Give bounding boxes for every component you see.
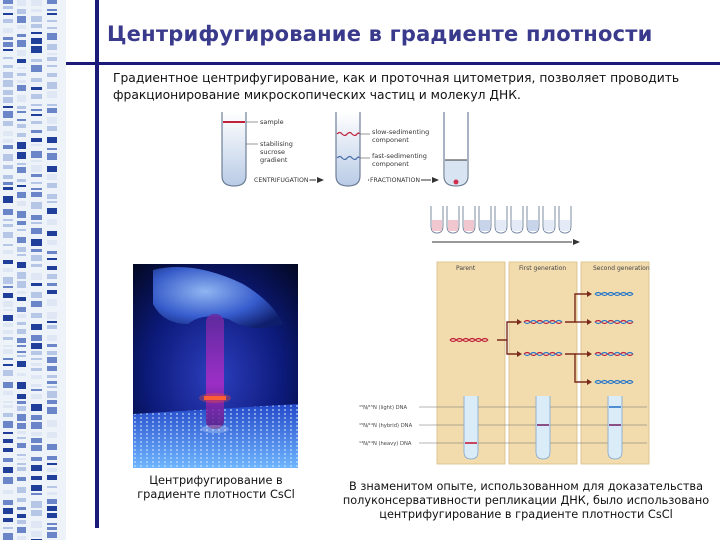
page-title: Центрифугирование в градиенте плотности [107,22,653,46]
legend-heavy: ¹⁴N/¹⁴N (heavy) DNA [359,441,412,447]
label-slow-2: component [372,136,409,144]
fractionation-diagram [218,108,583,250]
intro-text: Градиентное центрифугирование, как и проточная цитометрия, позволяет проводить фракционирование микроскопических частиц и молекул ДНК. [113,71,680,102]
label-fast-2: component [372,160,409,168]
legend-hybrid: ¹⁵N/¹⁴N (hybrid) DNA [359,423,413,429]
label-gradient: gradient [260,156,288,164]
label-fast-1: fast-sedimenting [372,152,427,160]
label-stabilising: stabilising [260,140,293,148]
label-sample: sample [260,118,284,126]
vertical-rule [95,0,99,528]
title-underline [66,62,720,65]
label-centrifugation: CENTRIFUGATION [254,177,309,184]
label-sucrose: sucrose [260,148,285,156]
cscl-tube-photo [133,264,298,468]
label-fractionation: FRACTIONATION [370,177,421,184]
meselson-stahl-diagram [357,259,652,467]
label-slow-1: slow-sedimenting [372,128,430,136]
column-second-generation: Second generation [593,265,650,272]
column-parent: Parent [456,265,476,272]
photo-caption: Центрифугирование в градиенте плотности CsCl [137,474,295,501]
legend-light: ¹⁵N/¹⁵N (light) DNA [359,405,408,411]
meselson-caption: В знаменитом опыте, использованном для доказательства полуконсервативности репликации ДНК, было использовано центрифугирование в градиенте плотности CsCl [342,480,710,521]
column-first-generation: First generation [519,265,567,272]
dna-gel-decoration [0,0,66,540]
